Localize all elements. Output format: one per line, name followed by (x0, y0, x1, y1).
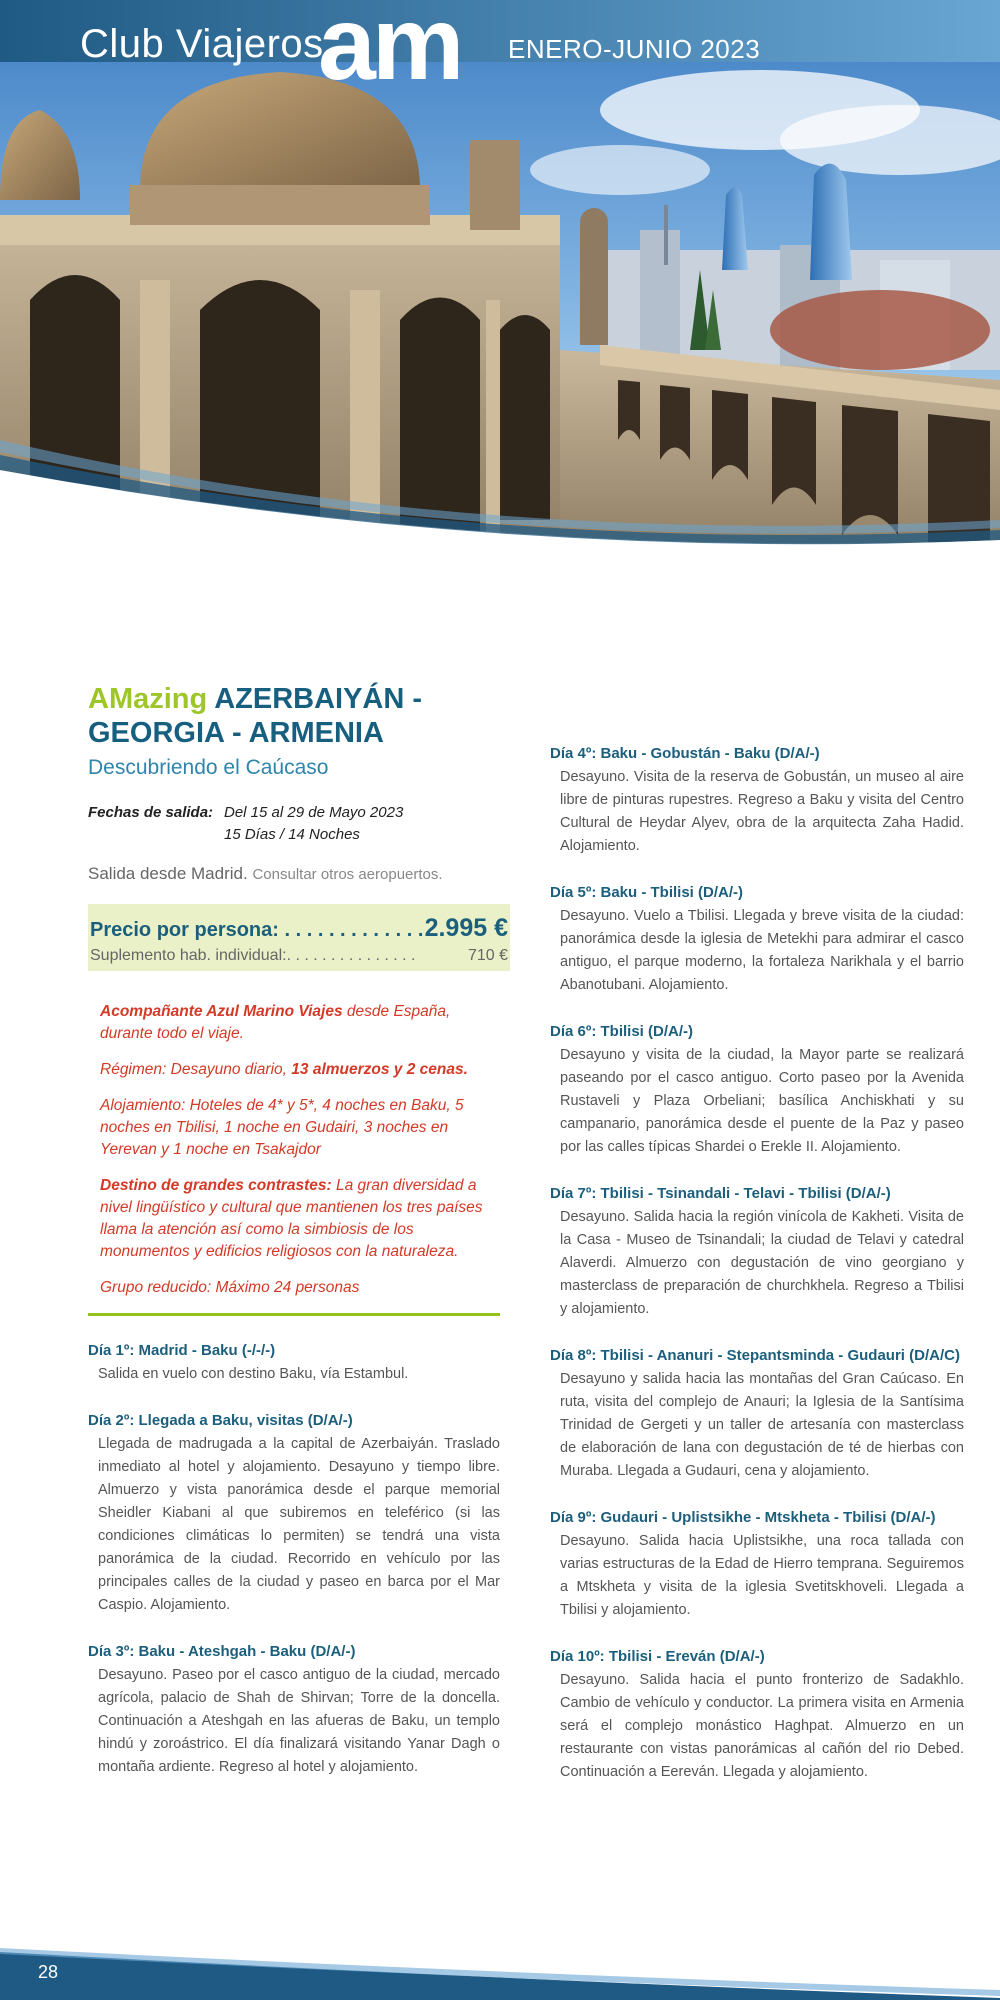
companion-bold: Acompañante Azul Marino Viajes (100, 1003, 343, 1020)
brand-logo: am (318, 0, 461, 102)
itinerary-day (88, 1643, 500, 1779)
page-number: 28 (38, 1962, 59, 1982)
itinerary-day (550, 1648, 964, 1784)
tour-subtitle: Descubriendo el Caúcaso (88, 756, 329, 779)
title-prefix: AMazing (88, 683, 208, 715)
departure-note: Consultar otros aeropuertos. (252, 866, 443, 883)
note-destination (100, 1175, 500, 1263)
itinerary-day (88, 1412, 500, 1617)
left-column (88, 682, 508, 1779)
day-title: Día 5º: Baku - Tbilisi (D/A/-) (550, 884, 743, 901)
dates-label: Fechas de salida: (88, 804, 214, 821)
day-text: Salida en vuelo con destino Baku, vía Estambul. (98, 1366, 409, 1382)
price-value: 2.995 € (424, 914, 508, 942)
regime-bold: 13 almuerzos y 2 cenas. (291, 1061, 468, 1078)
note-group: Grupo reducido: Máximo 24 personas (100, 1279, 360, 1296)
dates-value: Del 15 al 29 de Mayo 2023 (224, 804, 404, 821)
itinerary-day (550, 1347, 964, 1483)
note-lodging: Alojamiento: Hoteles de 4* y 5*, 4 noches en Baku, 5 noches en Tbilisi, 1 noche en Gudairi, 3 noches en Yerevan y 1 noche en Tsakajdor (100, 1097, 464, 1158)
destination-text: La gran diversidad a nivel lingüístico y cultural que mantienen los tres países llama la atención así como la simbiosis de los monumentos y edificios religiosos con la naturaleza. (100, 1177, 483, 1260)
supplement-row (88, 943, 510, 965)
day-text: Desayuno y visita de la ciudad, la Mayor parte se realizará paseando por el casco antiguo. Corto paseo por la Avenida Rustaveli y Plaza Orbeliani; basílica Anchiskhati y su campanario, panorámica desde el puente de la Paz y paseo por las calles típicas Shardei o Erekle II. Alojamiento. (560, 1047, 964, 1155)
day-title: Día 8º: Tbilisi - Ananuri - Stepantsminda - Gudauri (D/A/C) (550, 1347, 960, 1364)
brand-name: Club Viajeros (80, 22, 324, 66)
day-title: Día 10º: Tbilisi - Ereván (D/A/-) (550, 1648, 765, 1665)
supplement-label: Suplemento hab. individual:. . . . . . . . . . . . . . . (90, 947, 416, 964)
itinerary-day (550, 884, 964, 997)
departure-dates (88, 802, 500, 846)
baku-illustration (0, 0, 1000, 560)
day-title: Día 6º: Tbilisi (D/A/-) (550, 1023, 693, 1040)
day-text: Desayuno y salida hacia las montañas del Gran Caúcaso. En ruta, visita del complejo de Anauri; la Iglesia de la Santísima Trinidad de Gergeti y un taller de artesanía con masterclass de elaboración de lana con degustación de té de hierbas con Muraba. Llegada a Gudauri, cena y alojamiento. (560, 1371, 964, 1479)
dates-values (224, 802, 403, 846)
day-title: Día 9º: Gudauri - Uplistsikhe - Mtskheta - Tbilisi (D/A/-) (550, 1509, 936, 1526)
itinerary-day (550, 1185, 964, 1321)
departure-main: Salida desde Madrid. (88, 864, 248, 883)
companion-text: desde España, durante todo el viaje. (100, 1003, 451, 1042)
day-title: Día 2º: Llegada a Baku, visitas (D/A/-) (88, 1412, 353, 1429)
price-label: Precio por persona: . . . . . . . . . . . . . (90, 919, 424, 941)
day-text: Desayuno. Visita de la reserva de Gobustán, un museo al aire libre de pinturas rupestres. Regreso a Baku y visita del Centro Cultural de Heydar Alyev, obra de la arquitecta Zaha Hadid. Alojamiento. (560, 769, 964, 854)
title-line-1: AZERBAIYÁN - (214, 683, 423, 715)
day-text: Desayuno. Salida hacia la región vinícola de Kakheti. Visita de la Casa - Museo de Tsinandali; la ciudad de Telavi y catedral Alaverdi. Almuerzo con degustación de vino georgiano y masterclass de preparación de churchkhela. Regreso a Tbilisi y alojamiento. (560, 1209, 964, 1317)
tour-title (88, 682, 500, 750)
day-text: Desayuno. Paseo por el casco antiguo de la ciudad, mercado agrícola, palacio de Shah de Shirvan; Torre de la doncella. Continuación a Ateshgah en las afueras de Baku, un templo hindú y zoroástrico. El día finalizará visitando Yanar Dagh o montaña ardiente. Regreso al hotel y alojamiento. (98, 1667, 500, 1775)
supplement-value: 710 € (467, 947, 508, 964)
day-title: Día 1º: Madrid - Baku (-/-/-) (88, 1342, 276, 1359)
itinerary-day (550, 1023, 964, 1159)
hero-photo (0, 0, 1000, 560)
divider (88, 1313, 500, 1316)
tour-notes (100, 1001, 500, 1299)
day-title: Día 4º: Baku - Gobustán - Baku (D/A/-) (550, 745, 820, 762)
regime-text: Régimen: Desayuno diario, (100, 1061, 292, 1078)
duration: 15 Días / 14 Noches (224, 826, 360, 843)
itinerary-day (88, 1342, 500, 1386)
day-title: Día 3º: Baku - Ateshgah - Baku (D/A/-) (88, 1643, 356, 1660)
price-row (88, 914, 510, 943)
edition-label: ENERO-JUNIO 2023 (508, 34, 761, 64)
day-text: Desayuno. Vuelo a Tbilisi. Llegada y breve visita de la ciudad: panorámica desde la iglesia de Metekhi para admirar el casco antiguo, el parque moderno, la fortaleza Narikhala y el barrio Abanotubani. Alojamiento. (560, 908, 964, 993)
day-title: Día 7º: Tbilisi - Tsinandali - Telavi - Tbilisi (D/A/-) (550, 1185, 891, 1202)
day-text: Desayuno. Salida hacia el punto fronterizo de Sadakhlo. Cambio de vehículo y conductor. La primera visita en Armenia será el complejo monástico Haghpat. Almuerzo en un restaurante con vistas panorámicas al cañón del rio Debed. Continuación a Eereván. Llegada y alojamiento. (560, 1672, 964, 1780)
right-column (550, 745, 964, 1784)
itinerary-day (550, 745, 964, 858)
note-companion (100, 1001, 500, 1045)
footer-swoosh (0, 1940, 1000, 2000)
day-text: Desayuno. Salida hacia Uplistsikhe, una roca tallada con varias estructuras de la Edad de Hierro temprana. Seguiremos a Mtskheta y visita de la iglesia Svetitskhoveli. Llegada a Tbilisi y alojamiento. (560, 1533, 964, 1618)
day-text: Llegada de madrugada a la capital de Azerbaiyán. Traslado inmediato al hotel y alojamiento. Desayuno y tiempo libre. Almuerzo y vista panorámica desde el parque memorial Sheidler Kiabani al que subiremos en teleférico (si las condiciones climáticas lo permiten) se tendrá una vista panorámica de la ciudad. Recorrido en vehículo por las principales calles de la ciudad y paseo en barca por el Mar Caspio. Alojamiento. (98, 1436, 500, 1613)
price-box (88, 904, 510, 971)
itinerary-day (550, 1509, 964, 1622)
note-regime (100, 1059, 500, 1081)
departure-city (88, 864, 500, 884)
title-line-2: GEORGIA - ARMENIA (88, 717, 384, 749)
destination-bold: Destino de grandes contrastes: (100, 1177, 332, 1194)
